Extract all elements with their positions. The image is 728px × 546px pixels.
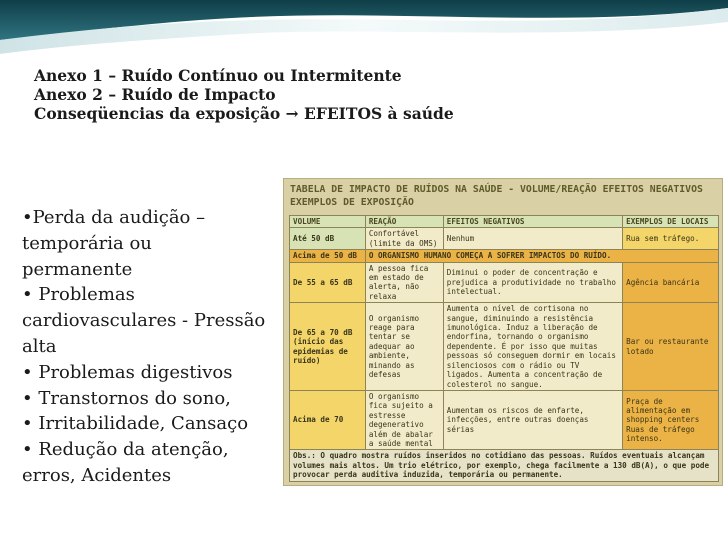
cell-volume: De 55 a 65 dB <box>290 262 366 303</box>
headings-block <box>34 66 454 123</box>
cell-examples: Bar ou restaurante lotado <box>623 303 719 391</box>
table-title: TABELA DE IMPACTO DE RUÍDOS NA SAÚDE - VOLUME/REAÇÃO EFEITOS NEGATIVOS EXEMPLOS DE EXPOSIÇÃO <box>290 184 703 208</box>
header-effects: EFEITOS NEGATIVOS <box>443 216 622 228</box>
heading-effects-label: EFEITOS à saúde <box>298 104 454 123</box>
cell-examples: Agência bancária <box>623 262 719 303</box>
cell-reaction: O organismo fica sujeito a estresse degenerativo além de abalar a saúde mental <box>365 390 443 449</box>
table-header-row <box>290 216 719 228</box>
cell-examples: Rua sem tráfego. <box>623 228 719 250</box>
cell-reaction: Confortável (limite da OMS) <box>365 228 443 250</box>
cell-volume: Até 50 dB <box>290 228 366 250</box>
noise-impact-table <box>289 215 719 482</box>
table-row <box>290 303 719 391</box>
table-note: Obs.: O quadro mostra ruídos inseridos no cotidiano das pessoas. Ruídos eventuais alcançam volumes mais altos. Um trio elétrico, por exemplo, chega facilmente a 130 dB(A), o que pode provocar perda auditiva induzida, temporária ou permanente. <box>290 450 719 481</box>
header-reaction: REAÇÃO <box>365 216 443 228</box>
list-item: • Problemas digestivos <box>22 361 233 383</box>
cell-volume: Acima de 50 dB <box>290 250 366 262</box>
list-item: •Perda da audição – temporária ou permanente <box>22 207 206 280</box>
header-examples: EXEMPLOS DE LOCAIS <box>623 216 719 228</box>
cell-effects: Aumentam os riscos de enfarte, infecções, entre outras doenças sérias <box>443 390 622 449</box>
header-volume: VOLUME <box>290 216 366 228</box>
list-item: • Redução da atenção, erros, Acidentes <box>22 439 229 486</box>
cell-volume: Acima de 70 <box>290 390 366 449</box>
list-item: • Irritabilidade, Cansaço <box>22 413 249 435</box>
cell-effects: Nenhum <box>443 228 622 250</box>
heading-annex-1: Anexo 1 – Ruído Contínuo ou Intermitente <box>34 66 402 85</box>
table-note-row <box>290 450 719 481</box>
table-row <box>290 390 719 449</box>
list-item: • Problemas cardiovasculares - Pressão alta <box>22 284 266 357</box>
heading-consequences <box>34 104 454 123</box>
cell-effects: Diminui o poder de concentração e prejudica a produtividade no trabalho intelectual. <box>443 262 622 303</box>
header-banner <box>0 0 728 60</box>
cell-reaction: O organismo reage para tentar se adequar ao ambiente, minando as defesas <box>365 303 443 391</box>
table-row <box>290 250 719 262</box>
table-row <box>290 262 719 303</box>
heading-consequences-label: Conseqüencias da exposição <box>34 104 286 123</box>
cell-reaction: A pessoa fica em estado de alerta, não relaxa <box>365 262 443 303</box>
cell-volume: De 65 a 70 dB (início das epidemias de ruído) <box>290 303 366 391</box>
noise-impact-table-image <box>283 178 723 486</box>
health-effects-list <box>22 205 267 489</box>
list-item: • Transtornos do sono, <box>22 387 231 409</box>
heading-annex-2: Anexo 2 – Ruído de Impacto <box>34 85 276 104</box>
cell-examples: Praça de alimentação em shopping centers Ruas de tráfego intenso. <box>623 390 719 449</box>
cell-effects: Aumenta o nível de cortisona no sangue, diminuindo a resistência imunológica. Induz a liberação de endorfina, tornando o organismo dependente. É por isso que muitas pessoas só conseguem dormir em locais silenciosos com o rádio ou TV ligados. Aumenta a concentração de colesterol no sangue. <box>443 303 622 391</box>
table-row <box>290 228 719 250</box>
arrow-right-icon: → <box>285 104 299 123</box>
cell-band-text: O ORGANISMO HUMANO COMEÇA A SOFRER IMPACTOS DO RUÍDO. <box>365 250 718 262</box>
